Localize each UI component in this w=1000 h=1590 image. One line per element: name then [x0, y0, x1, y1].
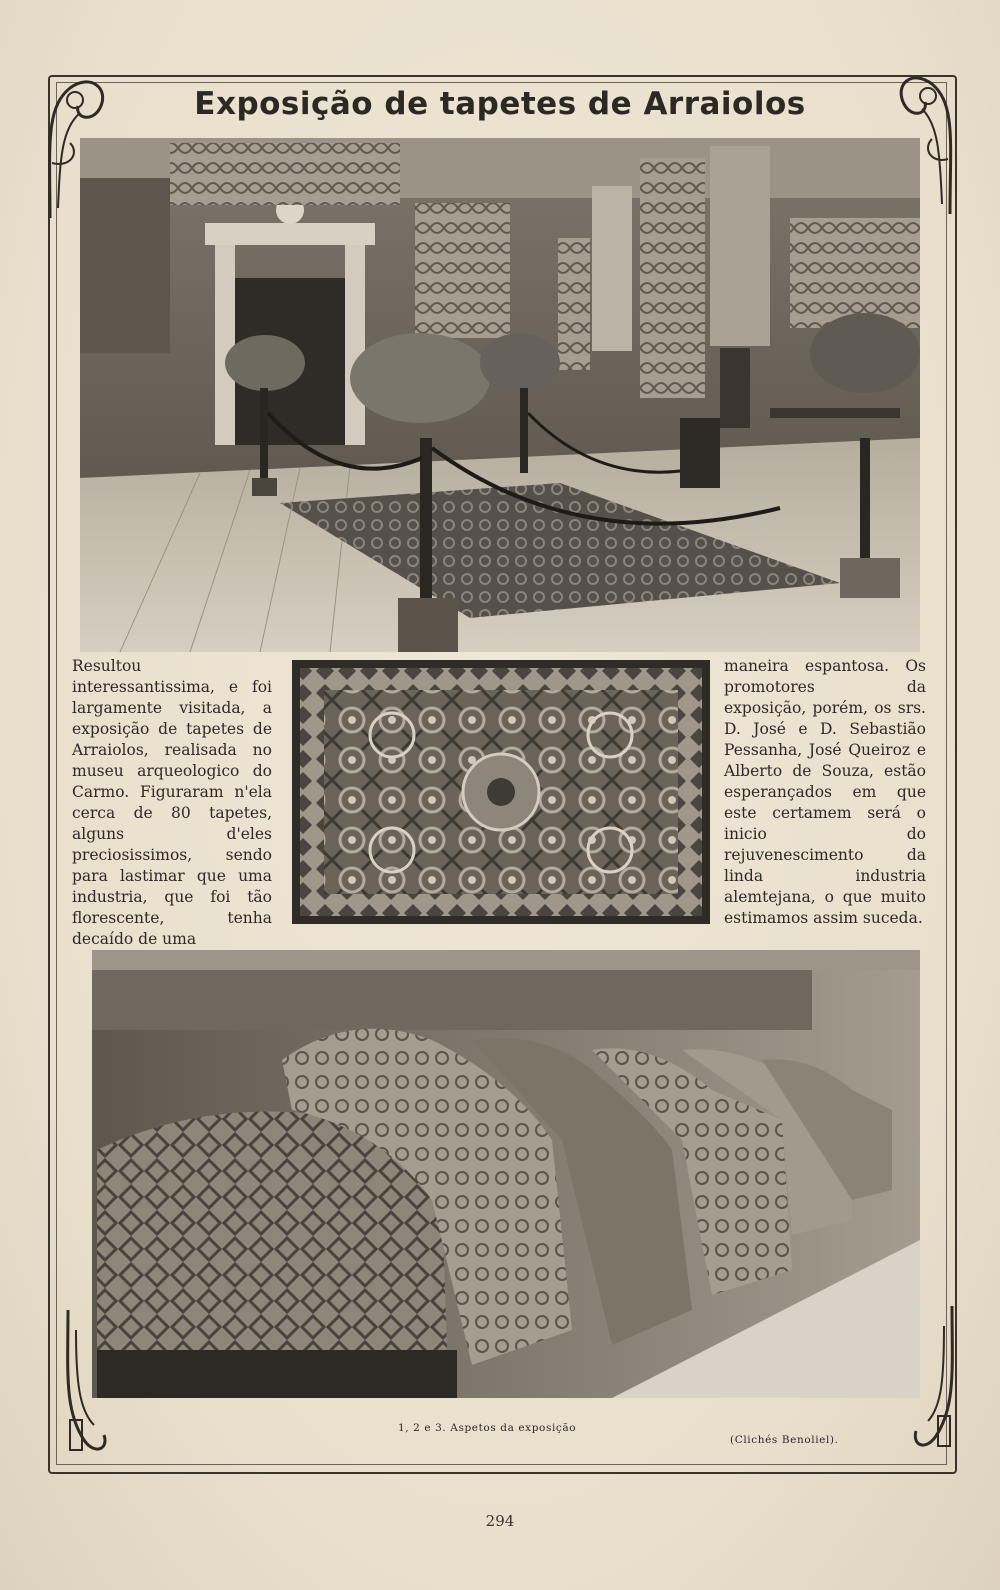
photo-exhibition-hall [80, 138, 920, 652]
article-text-left: Resultou interessantissima, e foi largamente visitada, a exposição de tapetes de Arraiolos, realisada no museu arqueologico do Carmo. Figuraram n'ela cerca de 80 tapetes, alguns d'eles preciosissimos, sendo para lastimar que uma industria, que foi tão florescente, tenha decaído de uma [72, 657, 272, 948]
photo-credit: (Clichés Benoliel). [730, 1434, 839, 1446]
photo-caption: 1, 2 e 3. Aspetos da exposição [398, 1422, 577, 1434]
page-title: Exposição de tapetes de Arraiolos [194, 86, 806, 122]
photo-draped-rugs [92, 950, 920, 1398]
page-number: 294 [485, 1512, 515, 1530]
photo-rug [292, 660, 710, 924]
article-text-right: maneira espantosa. Os promotores da exposição, porém, os srs. D. José e D. Sebastião Pessanha, José Queiroz e Alberto de Souza, estão esperançados em que este certamem será o inicio do rejuvenescimento da linda industria alemtejana, o que muito estimamos assim suceda. [724, 657, 926, 927]
